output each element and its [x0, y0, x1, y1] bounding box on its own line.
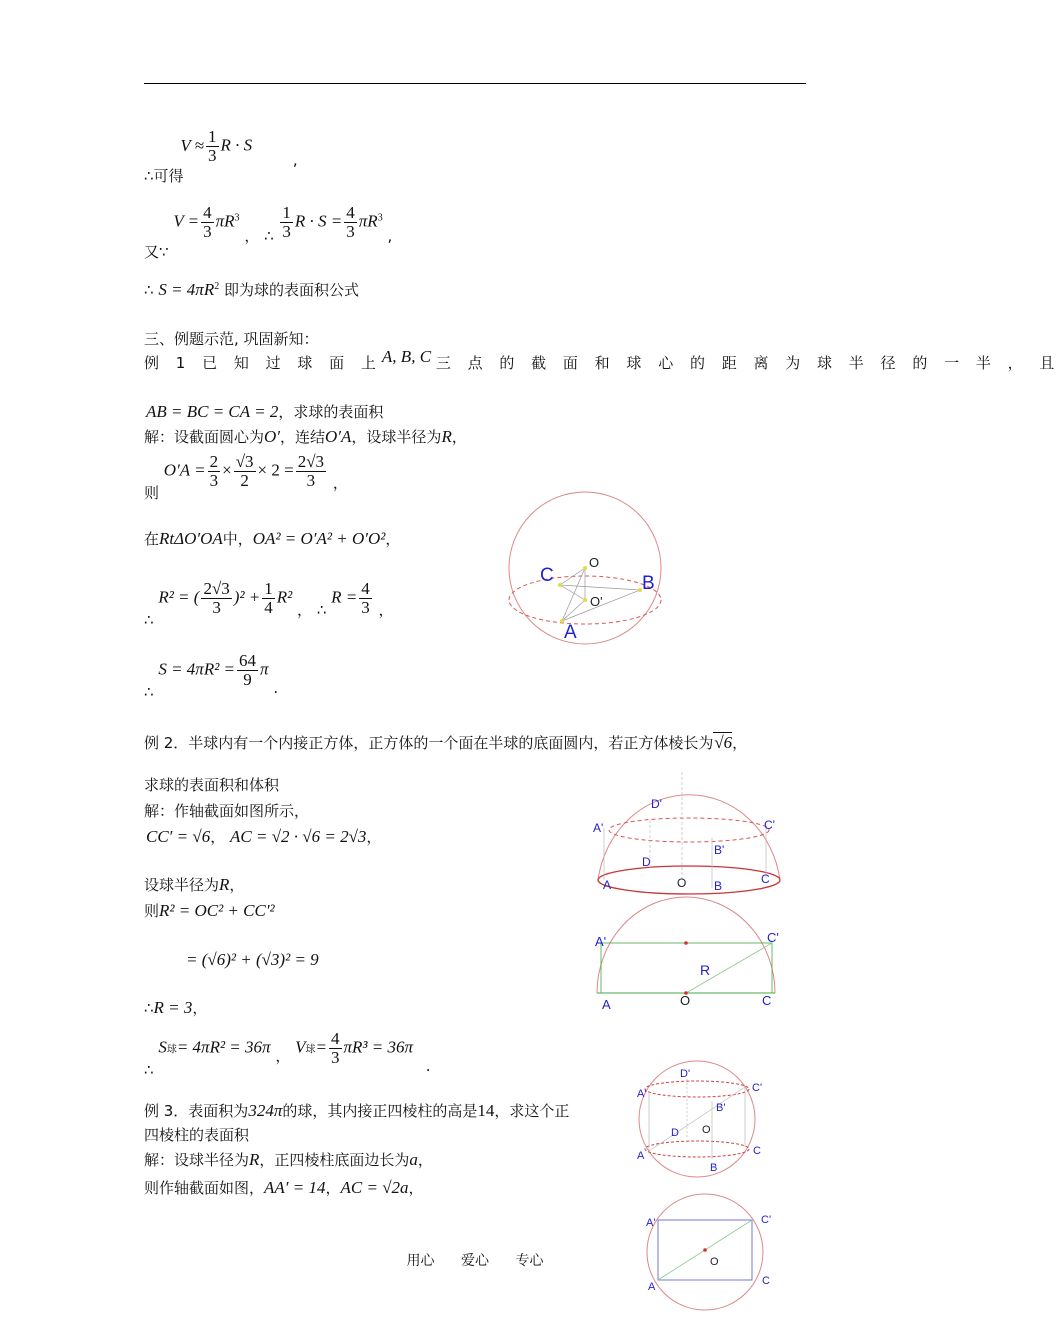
svg-text:C: C	[762, 1275, 770, 1287]
example-1-condition: AB = BC = CA = 2，求球的表面积	[146, 402, 384, 421]
example-2-question: 求球的表面积和体积	[144, 776, 280, 794]
svg-text:A: A	[602, 997, 611, 1012]
svg-text:A': A'	[646, 1217, 656, 1229]
header-rule	[144, 83, 806, 84]
section-title: 三、例题示范, 巩固新知：	[144, 330, 319, 348]
figure-sphere-prism	[632, 1057, 762, 1181]
figure-hemisphere-cube	[590, 772, 790, 896]
svg-text:R: R	[700, 962, 711, 978]
equation-r-squared: 则R² = OC² + CC′²	[144, 901, 275, 920]
svg-text:B': B'	[716, 1102, 726, 1114]
svg-text:C': C'	[752, 1082, 763, 1094]
svg-text:A: A	[603, 878, 612, 892]
label-o-prime: O'	[590, 594, 603, 609]
solution-3-axial: 则作轴截面如图，AA′ = 14，AC = √2a，	[144, 1178, 424, 1197]
svg-text:C: C	[762, 993, 772, 1008]
svg-text:O: O	[680, 993, 691, 1008]
label-o: O	[589, 555, 600, 570]
svg-text:D: D	[642, 855, 651, 869]
svg-text:B: B	[710, 1162, 718, 1174]
svg-text:C': C'	[764, 818, 775, 832]
example-3-statement-cont: 四棱柱的表面积	[144, 1126, 250, 1144]
line-volume-formula: 又∵ V = $\frac{4}{3}$ $\pi R^3$ ， ∴ $\frac{1}{3}$ R · S = $\frac{4}{3}$ $\pi R^3$ ,	[144, 203, 393, 261]
svg-text:C': C'	[761, 1214, 772, 1226]
svg-text:C: C	[761, 872, 770, 886]
svg-text:B': B'	[714, 843, 725, 857]
svg-text:D': D'	[651, 797, 662, 811]
svg-text:A': A'	[593, 821, 604, 835]
svg-text:C: C	[753, 1145, 761, 1157]
equation-r-3: ∴R = 3，	[144, 998, 208, 1017]
label-c: C	[540, 565, 554, 586]
svg-text:D: D	[671, 1127, 679, 1139]
equation-r-solve: ∴ R² = ( $\frac{2√3}{3}$ )² + $\frac{1}{4}$ R² ， ∴ R = $\frac{4}{3}$ ，	[144, 579, 394, 629]
svg-text:A: A	[637, 1150, 645, 1162]
equation-s-result: ∴ S = 4πR² = $\frac{64}{9}$ π .	[144, 651, 279, 701]
figure-sphere-section	[500, 488, 670, 648]
figure-hemisphere-section	[590, 892, 790, 1016]
svg-text:B: B	[714, 879, 723, 893]
equation-cc-ac: CC′ = √6， AC = √2 · √6 = 2√3，	[146, 827, 382, 846]
svg-text:A': A'	[595, 934, 607, 949]
label-b: B	[642, 573, 655, 594]
radius-setup: 设球半径为R，	[144, 875, 245, 894]
svg-text:O: O	[710, 1256, 719, 1268]
solution-1-intro: 解：设截面圆心为O′，连结O′A，设球半径为R，	[144, 427, 467, 446]
equation-oa: 则 O′A = $\frac{2}{3}$ × $\frac{√3}{2}$ × 2 = $\frac{2√3}{3}$ ，	[144, 452, 348, 502]
equation-pythagoras: 在RtΔO′OA中，OA² = O′A² + O′O²，	[144, 529, 401, 548]
svg-text:C': C'	[767, 930, 779, 945]
solution-2-intro: 解：作轴截面如图所示，	[144, 802, 310, 820]
label-a: A	[564, 622, 577, 643]
equation-s-v-result: ∴ S球= 4πR² = 36π ， V球= $\frac{4}{3}$ πR³ = 36π .	[144, 1029, 431, 1079]
equation-value-9: = (√6)² + (√3)² = 9	[186, 950, 319, 969]
line-surface-formula: ∴ $S = 4\pi R^2$ 即为球的表面积公式	[144, 280, 359, 299]
page-footer: 用心 爱心 专心	[406, 1253, 544, 1269]
svg-text:A: A	[648, 1281, 656, 1293]
line-volume-approx: ∴可得 V ≈ $\frac{1}{3}$ R · S ,	[144, 127, 298, 185]
example-1-statement: 例 1 已 知 过 球 面 上A, B, C 三 点 的 截 面 和 球 心 的 距 离 为 球 半 径 的 一 半 ， 且	[144, 347, 1060, 372]
example-2-statement: 例 2．半球内有一个内接正方体，正方体的一个面在半球的底面圆内，若正方体棱长为√6，	[144, 733, 748, 752]
svg-text:O: O	[677, 876, 687, 890]
svg-text:O: O	[702, 1124, 711, 1136]
solution-3-intro: 解：设球半径为R，正四棱柱底面边长为a，	[144, 1150, 433, 1169]
svg-text:D': D'	[680, 1068, 691, 1080]
svg-text:A': A'	[637, 1088, 647, 1100]
example-3-statement: 例 3．表面积为324π的球，其内接正四棱柱的高是14，求这个正	[144, 1101, 570, 1120]
